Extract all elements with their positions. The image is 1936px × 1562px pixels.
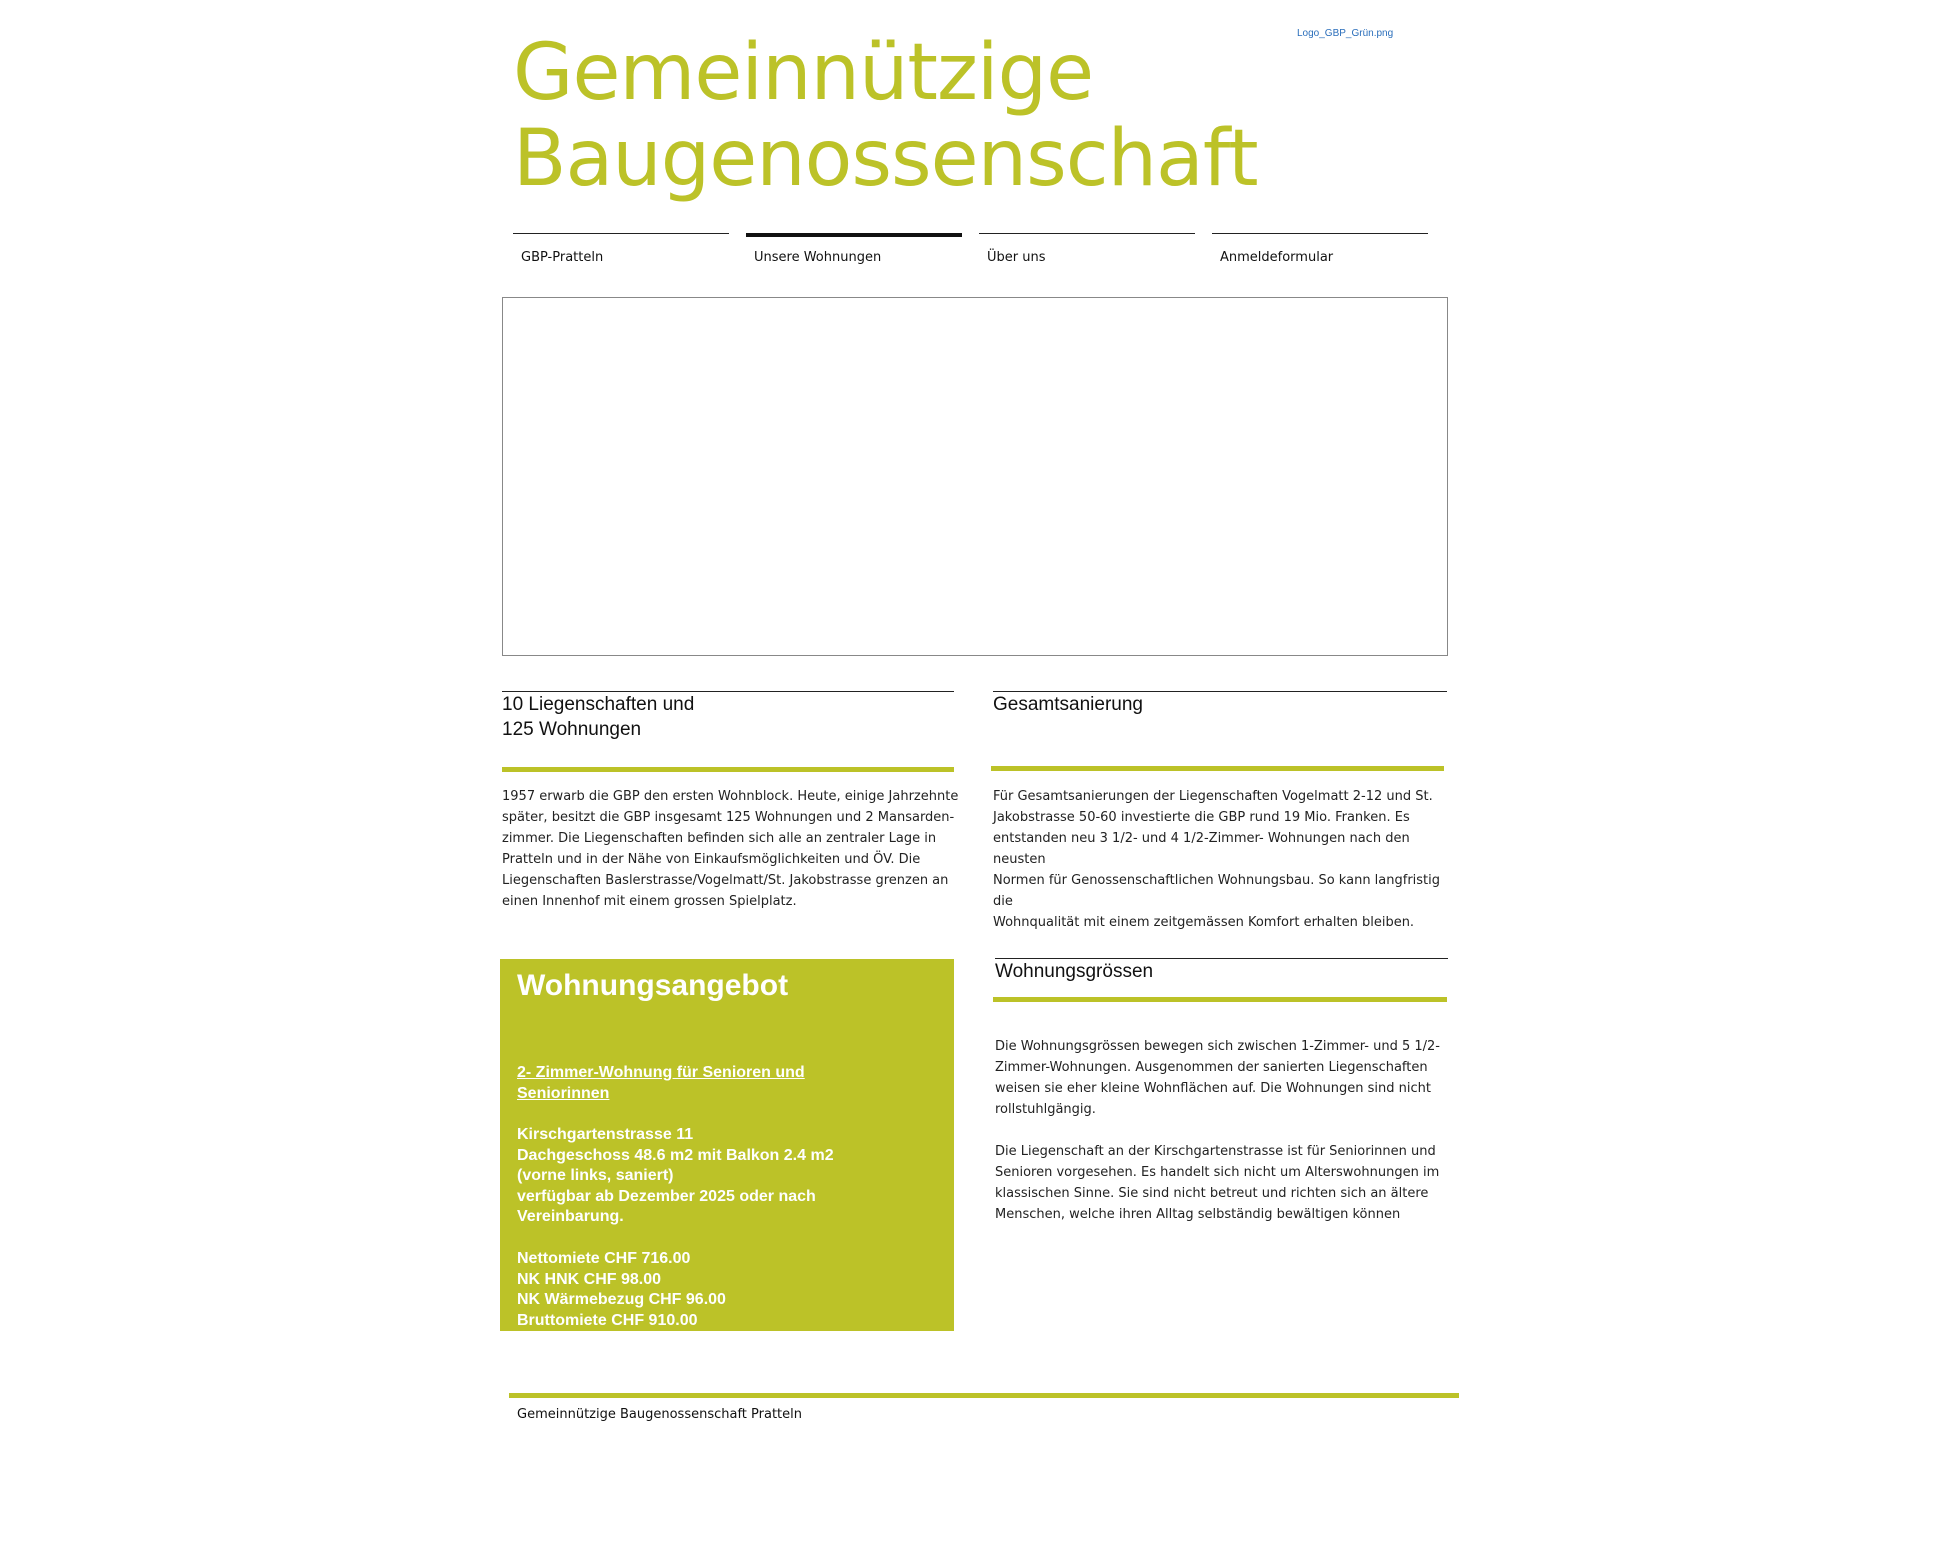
footer-text: Gemeinnützige Baugenossenschaft Pratteln xyxy=(517,1407,802,1422)
body-line: Normen für Genossenschaftlichen Wohnungsbau. So kann langfristig die xyxy=(993,873,1441,909)
title-line: 125 Wohnungen xyxy=(502,719,642,740)
map-embed-frame[interactable] xyxy=(502,297,1448,656)
detail-line: Kirschgartenstrasse 11 xyxy=(517,1126,694,1143)
detail-line: Vereinbarung. xyxy=(517,1208,624,1225)
body-line: zimmer. Die Liegenschaften befinden sich alle an zentraler Lage in xyxy=(502,831,937,846)
paragraph-spacer xyxy=(995,1120,1455,1141)
apartment-offer-link[interactable] xyxy=(517,1062,877,1104)
section-title-groessen: Wohnungsgrössen xyxy=(995,961,1154,982)
apartment-prices xyxy=(517,1249,937,1331)
footer-accent-bar xyxy=(509,1393,1459,1398)
section-body-liegenschaften xyxy=(502,786,962,912)
section-accent-bar xyxy=(502,767,954,772)
site-title xyxy=(513,30,1258,202)
body-line: rollstuhlgängig. xyxy=(995,1102,1096,1117)
link-line: 2- Zimmer-Wohnung für Senioren und xyxy=(517,1064,805,1081)
body-line: klassischen Sinne. Sie sind nicht betreut und richten sich an ältere xyxy=(995,1186,1429,1201)
link-line: Seniorinnen xyxy=(517,1085,610,1102)
body-line: Liegenschaften Baslerstrasse/Vogelmatt/St. Jakobstrasse grenzen an xyxy=(502,873,949,888)
body-line: einen Innenhof mit einem grossen Spielplatz. xyxy=(502,894,797,909)
body-line: später, besitzt die GBP insgesamt 125 Wohnungen und 2 Mansarden- xyxy=(502,810,955,825)
detail-line: verfügbar ab Dezember 2025 oder nach xyxy=(517,1187,816,1205)
section-title-sanierung: Gesamtsanierung xyxy=(993,694,1143,715)
price-line: NK Wärmebezug CHF 96.00 xyxy=(517,1291,726,1308)
site-title-line1: Gemeinnützige xyxy=(513,28,1094,118)
nav-item-gbp-pratteln[interactable] xyxy=(513,233,729,274)
section-accent-bar xyxy=(991,766,1444,771)
section-body-sanierung xyxy=(993,786,1453,933)
nav-item-ueber-uns[interactable] xyxy=(979,233,1195,274)
body-line: Wohnqualität mit einem zeitgemässen Komfort erhalten bleiben. xyxy=(993,915,1415,930)
price-line: Bruttomiete CHF 910.00 xyxy=(517,1311,698,1329)
section-accent-bar xyxy=(993,997,1447,1002)
nav-item-unsere-wohnungen[interactable] xyxy=(746,233,962,277)
nav-item-label: Anmeldeformular xyxy=(1220,250,1334,265)
body-line: Die Liegenschaft an der Kirschgartenstrasse ist für Seniorinnen und xyxy=(995,1144,1436,1159)
body-line: Senioren vorgesehen. Es handelt sich nicht um Alterswohnungen im xyxy=(995,1165,1440,1180)
wohnungsangebot-title: Wohnungsangebot xyxy=(517,969,789,1002)
logo-image-link[interactable]: Logo_GBP_Grün.png xyxy=(1297,28,1394,39)
body-line: Menschen, welche ihren Alltag selbständig bewältigen können xyxy=(995,1207,1401,1222)
wohnungsangebot-box xyxy=(500,959,954,1331)
main-nav xyxy=(513,233,1431,273)
title-line: 10 Liegenschaften und xyxy=(502,694,695,715)
section-title-liegenschaften xyxy=(502,692,954,742)
detail-line: Dachgeschoss 48.6 m2 mit Balkon 2.4 m2 xyxy=(517,1146,834,1164)
body-line: Zimmer-Wohnungen. Ausgenommen der sanierten Liegenschaften xyxy=(995,1060,1428,1075)
body-line: weisen sie eher kleine Wohnflächen auf. Die Wohnungen sind nicht xyxy=(995,1081,1431,1096)
price-line: Nettomiete CHF 716.00 xyxy=(517,1250,691,1267)
body-line: Die Wohnungsgrössen bewegen sich zwischen 1-Zimmer- und 5 1/2- xyxy=(995,1039,1440,1054)
apartment-details xyxy=(517,1125,937,1228)
detail-line: (vorne links, saniert) xyxy=(517,1167,674,1184)
nav-item-anmeldeformular[interactable] xyxy=(1212,233,1428,274)
site-title-line2: Baugenossenschaft xyxy=(513,114,1258,204)
nav-item-label: Unsere Wohnungen xyxy=(754,250,882,265)
nav-item-label: GBP-Pratteln xyxy=(521,250,604,265)
section-body-groessen xyxy=(995,1036,1455,1225)
body-line: Jakobstrasse 50-60 investierte die GBP rund 19 Mio. Franken. Es xyxy=(993,810,1410,825)
body-line: Für Gesamtsanierungen der Liegenschaften Vogelmatt 2-12 und St. xyxy=(993,789,1433,804)
nav-item-label: Über uns xyxy=(987,250,1046,265)
body-line: 1957 erwarb die GBP den ersten Wohnblock. Heute, einige Jahrzehnte xyxy=(502,789,959,804)
body-line: Pratteln und in der Nähe von Einkaufsmöglichkeiten und ÖV. Die xyxy=(502,852,921,867)
price-line: NK HNK CHF 98.00 xyxy=(517,1270,662,1288)
body-line: entstanden neu 3 1/2- und 4 1/2-Zimmer- Wohnungen nach den neusten xyxy=(993,831,1410,867)
